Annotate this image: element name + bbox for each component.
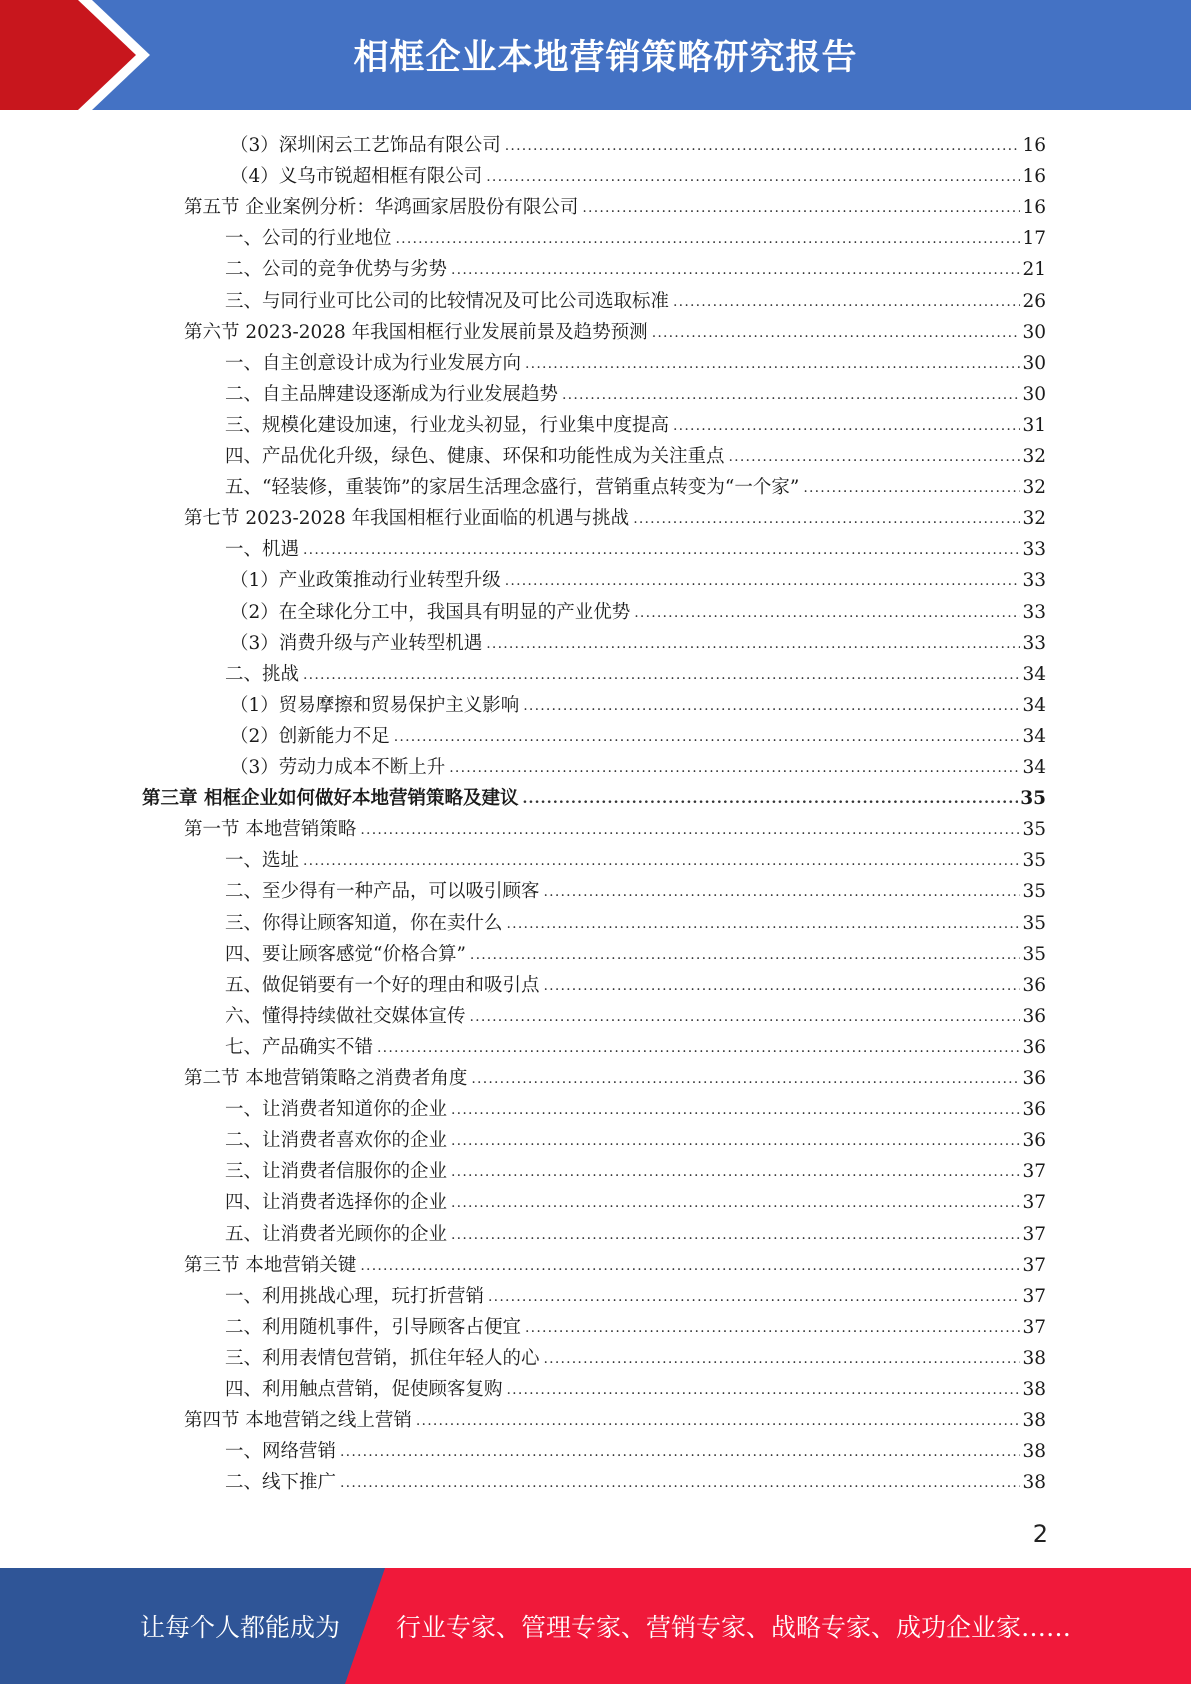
toc-entry-page: 34 [1022, 725, 1046, 747]
toc-entry-page: 37 [1022, 1285, 1046, 1307]
toc-entry-page: 32 [1022, 477, 1046, 499]
toc-entry-title: 第二节 本地营销策略之消费者角度 [184, 1068, 468, 1089]
toc-entry-title: 二、至少得有一种产品，可以吸引顾客 [225, 881, 540, 903]
toc-entry-page: 36 [1022, 1036, 1046, 1058]
toc-subsection-entry[interactable] [225, 1091, 1046, 1122]
toc-dot-leader [486, 632, 1020, 656]
toc-dot-leader [803, 476, 1020, 500]
toc-entry-page: 16 [1022, 197, 1046, 219]
toc-entry-title: （2）创新能力不足 [230, 725, 390, 747]
toc-entry-page: 16 [1022, 166, 1046, 188]
page-footer [0, 1568, 1191, 1684]
toc-entry-title: （1）贸易摩擦和贸易保护主义影响 [230, 694, 520, 716]
toc-chapter-entry[interactable] [142, 780, 1046, 811]
toc-section-entry[interactable] [184, 500, 1046, 531]
toc-entry-page: 33 [1022, 539, 1046, 561]
toc-dot-leader [505, 569, 1021, 593]
toc-entry-title: （3）深圳闲云工艺饰品有限公司 [230, 135, 501, 156]
toc-entry-page: 32 [1022, 446, 1046, 467]
toc-entry-title: 第七节 2023-2028 年我国相框行业面临的机遇与挑战 [184, 508, 630, 530]
toc-entry-page: 37 [1022, 1316, 1046, 1338]
toc-subsection-entry[interactable] [225, 1464, 1046, 1495]
toc-entry-page: 17 [1022, 228, 1046, 250]
toc-subsection-entry[interactable] [225, 842, 1046, 873]
page-number: 2 [1032, 1520, 1048, 1548]
toc-subsection-entry[interactable] [230, 127, 1046, 158]
toc-entry-title: 第三节 本地营销关键 [184, 1254, 357, 1276]
toc-entry-page: 35 [1020, 788, 1046, 810]
toc-entry-title: 第六节 2023-2028 年我国相框行业发展前景及趋势预测 [184, 321, 648, 343]
toc-dot-leader [582, 196, 1020, 220]
toc-subsection-entry[interactable] [225, 1309, 1046, 1340]
toc-subsection-entry[interactable] [225, 220, 1046, 251]
toc-entry-title: 二、利用随机事件，引导顾客占便宜 [225, 1316, 522, 1338]
toc-entry-title: 二、线下推广 [225, 1472, 337, 1494]
toc-dot-leader [396, 227, 1021, 251]
toc-entry-title: （4）义乌市锐超相框有限公司 [230, 166, 483, 188]
toc-entry-page: 26 [1022, 290, 1046, 312]
toc-entry-title: 五、做促销要有一个好的理由和吸引点 [225, 974, 540, 996]
footer-slogan-right: 行业专家、管理专家、营销专家、战略专家、成功企业家…… [396, 1613, 1072, 1642]
page-header [0, 0, 1191, 110]
toc-dot-leader [303, 663, 1020, 687]
toc-subsection-entry[interactable] [225, 873, 1046, 904]
toc-section-entry[interactable] [184, 1060, 1046, 1091]
toc-subsection-entry[interactable] [230, 687, 1046, 718]
toc-entry-page: 21 [1022, 259, 1046, 281]
toc-entry-title: 一、让消费者知道你的企业 [225, 1099, 448, 1121]
toc-dot-leader [525, 1316, 1020, 1340]
toc-dot-leader [449, 756, 1020, 780]
footer-slogan-left: 让每个人都能成为 [140, 1613, 341, 1642]
toc-entry-page: 33 [1022, 570, 1046, 592]
toc-entry-title: （2）在全球化分工中，我国具有明显的产业优势 [230, 601, 631, 623]
toc-entry-page: 31 [1022, 414, 1046, 436]
toc-section-entry[interactable] [184, 1402, 1046, 1433]
toc-subsection-entry[interactable] [225, 967, 1046, 998]
toc-subsection-entry[interactable] [225, 376, 1046, 407]
toc-subsection-entry[interactable] [225, 998, 1046, 1029]
toc-dot-leader [451, 1223, 1020, 1247]
toc-dot-leader [522, 787, 1018, 811]
toc-entry-title: 一、公司的行业地位 [225, 228, 392, 250]
toc-entry-title: 三、你得让顾客知道，你在卖什么 [225, 912, 503, 934]
toc-entry-title: 第一节 本地营销策略 [184, 819, 357, 841]
toc-dot-leader [451, 258, 1020, 282]
toc-entry-title: 二、挑战 [225, 663, 300, 685]
toc-entry-page: 35 [1022, 912, 1046, 934]
toc-dot-leader [652, 321, 1021, 345]
toc-entry-page: 36 [1022, 1005, 1046, 1027]
toc-entry-page: 36 [1022, 974, 1046, 996]
toc-section-entry[interactable] [184, 811, 1046, 842]
toc-subsection-entry[interactable] [225, 936, 1046, 967]
toc-dot-leader [523, 694, 1020, 718]
toc-dot-leader [360, 818, 1020, 842]
toc-entry-title: 一、机遇 [225, 539, 300, 561]
toc-subsection-entry[interactable] [225, 1184, 1046, 1215]
toc-entry-page: 37 [1022, 1254, 1046, 1276]
toc-dot-leader [471, 1067, 1020, 1091]
toc-entry-title: 三、让消费者信服你的企业 [225, 1161, 448, 1183]
toc-entry-title: 一、自主创意设计成为行业发展方向 [225, 352, 522, 374]
toc-entry-page: 30 [1022, 352, 1046, 374]
toc-entry-title: （1）产业政策推动行业转型升级 [230, 570, 501, 592]
toc-subsection-entry[interactable] [225, 469, 1046, 500]
toc-subsection-entry[interactable] [225, 1153, 1046, 1184]
toc-dot-leader [505, 134, 1021, 158]
toc-entry-page: 38 [1022, 1472, 1046, 1494]
toc-dot-leader [507, 912, 1021, 936]
toc-dot-leader [488, 1285, 1020, 1309]
toc-subsection-entry[interactable] [225, 531, 1046, 562]
toc-entry-title: 四、让消费者选择你的企业 [225, 1192, 448, 1214]
toc-subsection-entry[interactable] [230, 749, 1046, 780]
toc-entry-title: 五、让消费者光顾你的企业 [225, 1223, 448, 1245]
toc-entry-title: 一、选址 [225, 850, 300, 872]
toc-entry-title: 二、公司的竞争优势与劣势 [225, 259, 448, 281]
toc-section-entry[interactable] [184, 1247, 1046, 1278]
toc-dot-leader [673, 414, 1020, 438]
toc-dot-leader [451, 1129, 1020, 1153]
toc-dot-leader [451, 1191, 1020, 1215]
toc-entry-title: 三、与同行业可比公司的比较情况及可比公司选取标准 [225, 290, 670, 312]
toc-entry-title: 第三章 相框企业如何做好本地营销策略及建议 [142, 788, 519, 810]
toc-entry-page: 33 [1022, 601, 1046, 623]
toc-section-entry[interactable] [184, 189, 1046, 220]
toc-entry-page: 37 [1022, 1192, 1046, 1214]
toc-subsection-entry[interactable] [225, 1216, 1046, 1247]
toc-entry-page: 36 [1022, 1068, 1046, 1089]
toc-subsection-entry[interactable] [225, 1029, 1046, 1060]
toc-entry-page: 34 [1022, 694, 1046, 716]
toc-entry-page: 35 [1022, 881, 1046, 903]
toc-entry-title: 四、要让顾客感觉“价格合算” [225, 943, 466, 965]
toc-subsection-entry[interactable] [225, 1433, 1046, 1464]
toc-subsection-entry[interactable] [225, 1340, 1046, 1371]
toc-subsection-entry[interactable] [225, 407, 1046, 438]
toc-entry-page: 16 [1022, 135, 1046, 156]
toc-entry-title: 三、利用表情包营销，抓住年轻人的心 [225, 1347, 540, 1369]
toc-dot-leader [470, 1005, 1021, 1029]
toc-entry-page: 35 [1022, 819, 1046, 841]
toc-entry-page: 35 [1022, 850, 1046, 872]
toc-section-entry[interactable] [184, 314, 1046, 345]
toc-entry-title: 四、利用触点营销，促使顾客复购 [225, 1379, 503, 1400]
toc-subsection-entry[interactable] [230, 625, 1046, 656]
toc-entry-title: （3）劳动力成本不断上升 [230, 757, 446, 778]
toc-subsection-entry[interactable] [225, 438, 1046, 469]
toc-entry-page: 37 [1022, 1161, 1046, 1183]
toc-entry-title: 四、产品优化升级，绿色、健康、环保和功能性成为关注重点 [225, 446, 725, 467]
toc-entry-page: 36 [1022, 1130, 1046, 1152]
toc-dot-leader [340, 1471, 1020, 1495]
toc-entry-page: 32 [1022, 508, 1046, 530]
toc-entry-title: 六、懂得持续做社交媒体宣传 [225, 1005, 466, 1027]
toc-subsection-entry[interactable] [225, 905, 1046, 936]
toc-subsection-entry[interactable] [225, 1278, 1046, 1309]
toc-subsection-entry[interactable] [230, 594, 1046, 625]
toc-entry-page: 33 [1022, 632, 1046, 654]
toc-dot-leader [303, 538, 1020, 562]
toc-entry-title: 第五节 企业案例分析：华鸿画家居股份有限公司 [184, 197, 579, 219]
toc-subsection-entry[interactable] [225, 283, 1046, 314]
toc-dot-leader [633, 507, 1020, 531]
toc-entry-title: 五、“轻装修，重装饰”的家居生活理念盛行，营销重点转变为“一个家” [225, 477, 800, 499]
toc-dot-leader [360, 1254, 1020, 1278]
toc-dot-leader [486, 165, 1020, 189]
toc-dot-leader [451, 1098, 1020, 1122]
toc-dot-leader [451, 1160, 1020, 1184]
toc-entry-page: 38 [1022, 1379, 1046, 1400]
toc-entry-title: 二、让消费者喜欢你的企业 [225, 1130, 448, 1152]
toc-entry-page: 37 [1022, 1223, 1046, 1245]
toc-dot-leader [729, 445, 1021, 469]
toc-subsection-entry[interactable] [225, 656, 1046, 687]
toc-subsection-entry[interactable] [230, 718, 1046, 749]
toc-subsection-entry[interactable] [225, 1371, 1046, 1402]
toc-entry-page: 30 [1022, 383, 1046, 405]
toc-dot-leader [470, 943, 1021, 967]
toc-subsection-entry[interactable] [230, 158, 1046, 189]
toc-dot-leader [303, 849, 1020, 873]
toc-entry-page: 36 [1022, 1099, 1046, 1121]
toc-entry-page: 38 [1022, 1347, 1046, 1369]
toc-entry-title: 七、产品确实不错 [225, 1036, 374, 1058]
toc-dot-leader [562, 383, 1020, 407]
toc-entry-page: 35 [1022, 943, 1046, 965]
toc-entry-page: 34 [1022, 757, 1046, 778]
toc-dot-leader [394, 725, 1021, 749]
toc-entry-title: 第四节 本地营销之线上营销 [184, 1410, 412, 1432]
toc-entry-title: 一、利用挑战心理，玩打折营销 [225, 1285, 485, 1307]
toc-dot-leader [544, 974, 1021, 998]
toc-dot-leader [377, 1036, 1020, 1060]
toc-dot-leader [673, 290, 1020, 314]
toc-dot-leader [544, 1347, 1021, 1371]
toc-entry-page: 34 [1022, 663, 1046, 685]
toc-entry-page: 38 [1022, 1410, 1046, 1432]
toc-subsection-entry[interactable] [230, 562, 1046, 593]
toc-entry-title: 二、自主品牌建设逐渐成为行业发展趋势 [225, 383, 559, 405]
toc-entry-page: 38 [1022, 1441, 1046, 1463]
toc-entry-title: 三、规模化建设加速，行业龙头初显，行业集中度提高 [225, 414, 670, 436]
toc-entry-title: （3）消费升级与产业转型机遇 [230, 632, 483, 654]
toc-dot-leader [525, 352, 1020, 376]
toc-subsection-entry[interactable] [225, 345, 1046, 376]
toc-entry-page: 30 [1022, 321, 1046, 343]
toc-subsection-entry[interactable] [225, 1122, 1046, 1153]
toc-entry-title: 一、网络营销 [225, 1441, 337, 1463]
toc-dot-leader [507, 1378, 1021, 1402]
toc-dot-leader [340, 1440, 1020, 1464]
toc-subsection-entry[interactable] [225, 251, 1046, 282]
toc-dot-leader [634, 601, 1020, 625]
toc-dot-leader [544, 880, 1021, 904]
report-title: 相框企业本地营销策略研究报告 [353, 38, 858, 78]
toc-dot-leader [416, 1409, 1021, 1433]
